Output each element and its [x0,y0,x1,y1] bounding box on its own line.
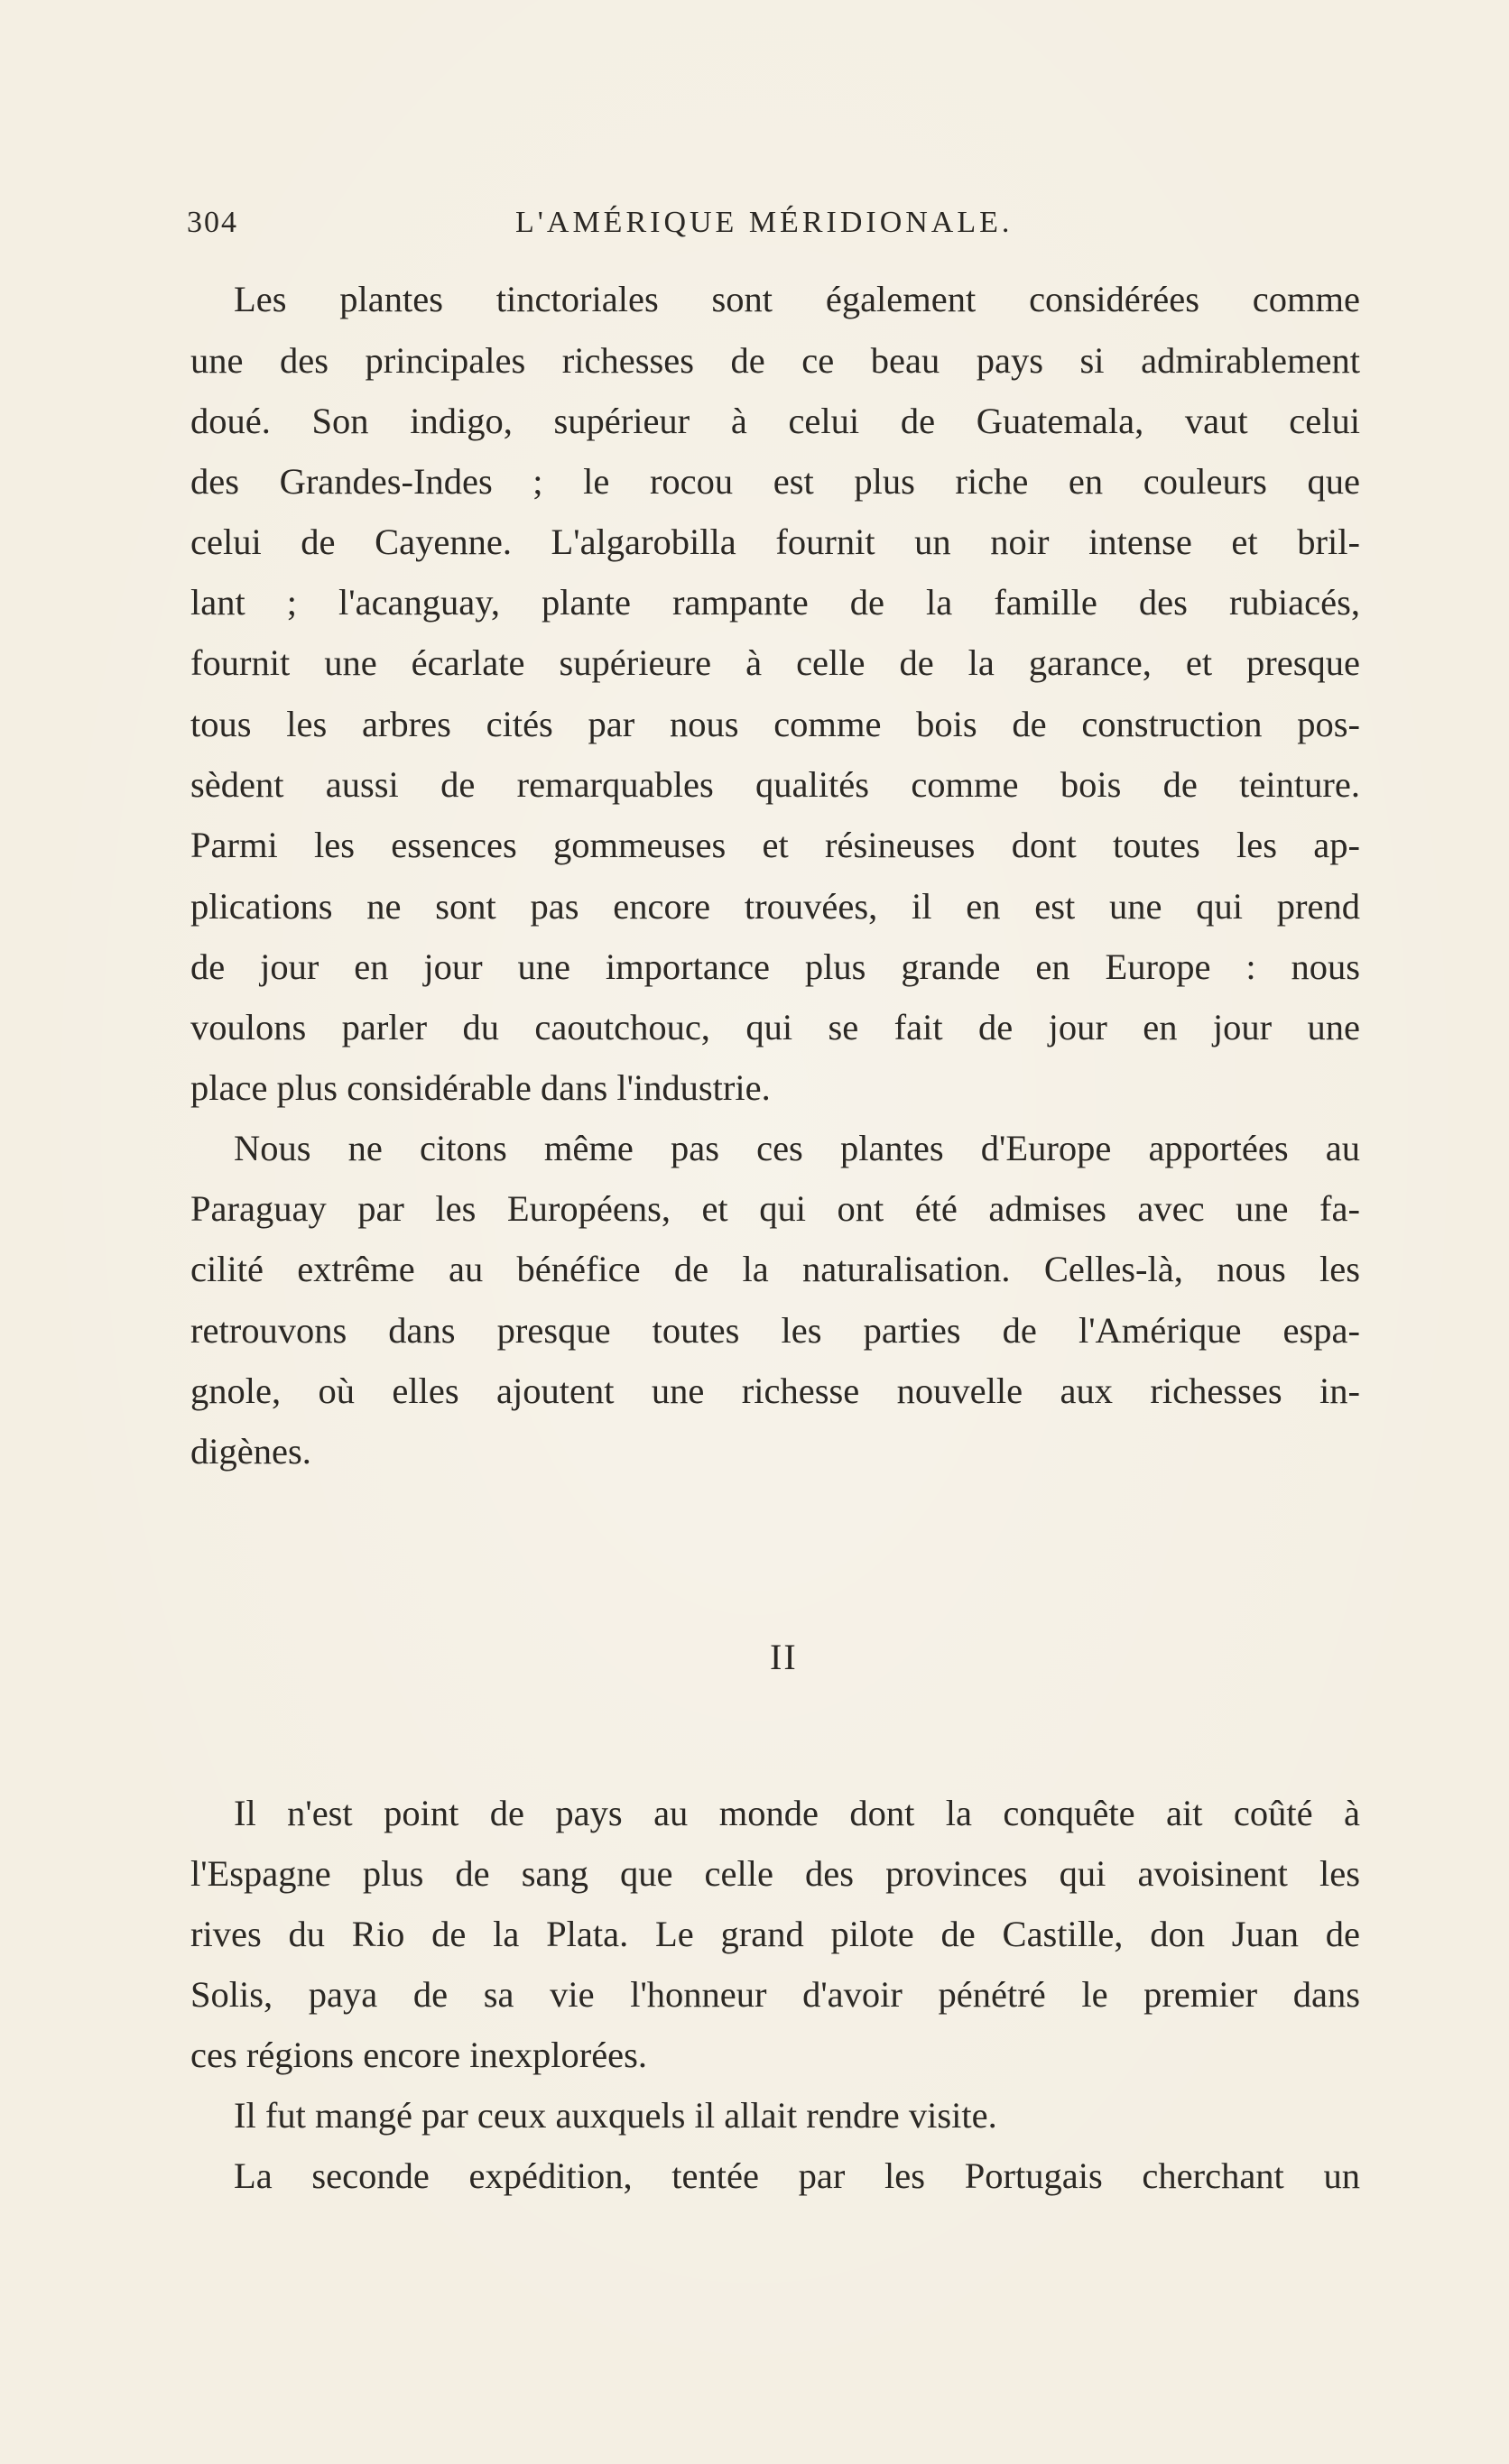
text-line: retrouvons dans presque toutes les parties de l'Amérique espa- [190,1310,1360,1351]
text-line: cilité extrême au bénéfice de la naturalisation. Celles-là, nous les [190,1249,1360,1289]
text-line: voulons parler du caoutchouc, qui se fait de jour en jour une [190,1007,1360,1047]
text-line: celui de Cayenne. L'algarobilla fournit un noir intense et bril- [190,521,1360,562]
page-header [187,206,1351,245]
running-title: L'AMÉRIQUE MÉRIDIONALE. [515,206,1014,239]
text-line: doué. Son indigo, supérieur à celui de Guatemala, vaut celui [190,401,1360,441]
text-line: Il n'est point de pays au monde dont la conquête ait coûté à [234,1793,1360,1833]
text-line: digènes. [190,1431,311,1472]
text-line: Paraguay par les Européens, et qui ont été admises avec une fa- [190,1188,1360,1229]
text-line: des Grandes-Indes ; le rocou est plus riche en couleurs que [190,461,1360,502]
text-line: rives du Rio de la Plata. Le grand pilote de Castille, don Juan de [190,1914,1360,1954]
text-line: de jour en jour une importance plus grande en Europe : nous [190,946,1360,987]
text-line: sèdent aussi de remarquables qualités comme bois de teinture. [190,764,1360,805]
page-number: 304 [187,206,238,239]
text-line: La seconde expédition, tentée par les Portugais cherchant un [234,2155,1360,2196]
text-line: gnole, où elles ajoutent une richesse nouvelle aux richesses in- [190,1370,1360,1411]
text-line: l'Espagne plus de sang que celle des provinces qui avoisinent les [190,1853,1360,1894]
text-line: place plus considérable dans l'industrie. [190,1067,771,1108]
text-line: Nous ne citons même pas ces plantes d'Europe apportées au [234,1128,1360,1168]
text-line: Les plantes tinctoriales sont également considérées comme [234,279,1360,319]
section-number: II [770,1637,798,1677]
text-line: Solis, paya de sa vie l'honneur d'avoir pénétré le premier dans [190,1974,1360,2015]
text-line: ces régions encore inexplorées. [190,2035,648,2075]
text-line: fournit une écarlate supérieure à celle de la garance, et presque [190,642,1360,683]
text-line: une des principales richesses de ce beau pays si admirablement [190,340,1360,381]
text-line: lant ; l'acanguay, plante rampante de la famille des rubiacés, [190,582,1360,623]
text-line: tous les arbres cités par nous comme bois de construction pos- [190,704,1360,744]
text-line: Parmi les essences gommeuses et résineuses dont toutes les ap- [190,825,1360,865]
text-line: Il fut mangé par ceux auxquels il allait rendre visite. [234,2095,997,2136]
text-line: plications ne sont pas encore trouvées, il en est une qui prend [190,886,1360,927]
